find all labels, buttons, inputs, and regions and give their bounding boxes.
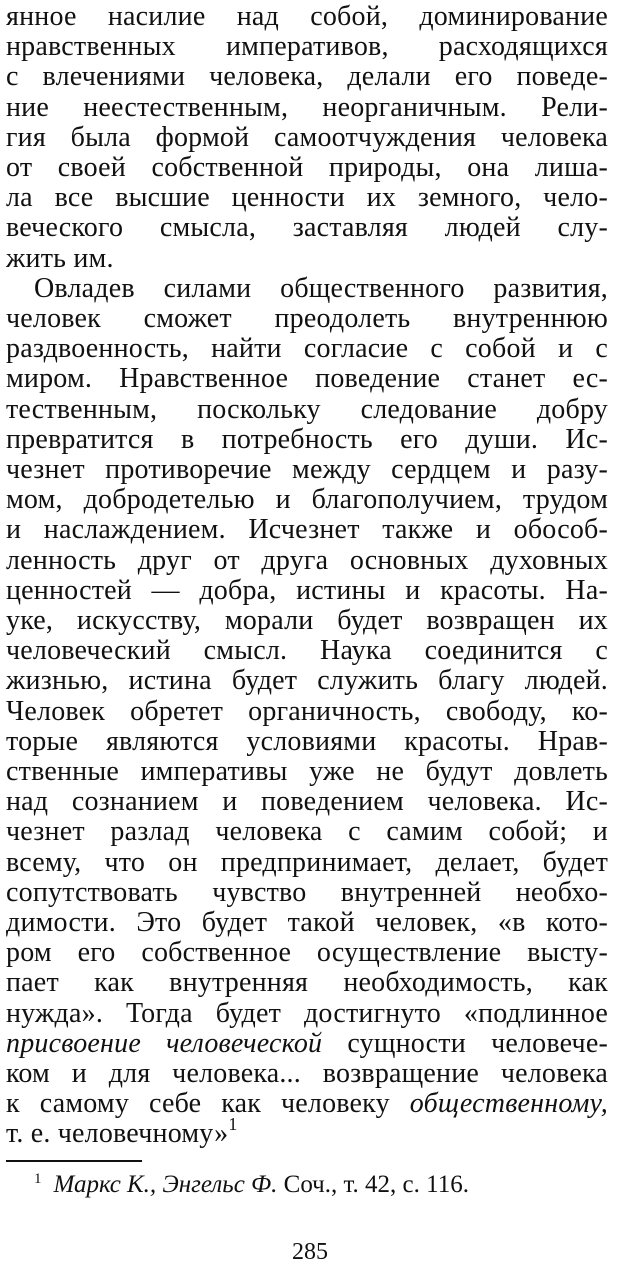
italic-phrase: общественному, [409,1088,608,1120]
text-line-last [6,1114,608,1150]
text-line: уке, искусству, морали будет возвращен их [6,605,608,636]
text-line: человек сможет преодолеть внутреннюю [6,303,608,334]
text-line-with-italic [6,1029,608,1059]
text-span: т. е. человечному» [6,1118,229,1150]
text-line: ние неестественным, неорганичным. Рели- [6,91,608,123]
text-line: ром его собственное осуществление высту- [6,937,608,969]
text-line: веческого смысла, заставляя людей слу- [6,212,608,244]
text-line: сопутствовать чувство внутренней необхо- [6,876,608,908]
text-line: гия была формой самоотчуждения человека [6,121,608,153]
italic-phrase: присвоение человеческой [6,1027,323,1059]
text-span: к самому себе как человеку [6,1088,410,1120]
footnote-authors: Маркс К., Энгельс Ф. [53,1171,278,1198]
text-line: ла все высшие ценности их земного, чело- [6,182,608,214]
text-line: от своей собственной природы, она лиша- [6,152,608,183]
text-line: торые являются условиями красоты. Нрав- [6,725,608,757]
text-line: янное насилие над собой, доминирование [6,1,608,32]
text-line: миром. Нравственное поведение станет ес- [6,363,608,395]
text-line: и наслаждением. Исчезнет также и обособ- [6,514,608,546]
text-line: раздвоенность, найти согласие с собой и с [6,333,608,365]
footnote-citation: Соч., т. 42, с. 116. [277,1171,469,1198]
text-line: ленность друг от друга основных духовных [6,544,608,576]
text-line: жизнью, истина будет служить благу людей. [6,665,608,697]
text-span: сущности человече- [322,1027,608,1059]
text-line: мом, добродетелью и благополучием, трудом [6,484,608,516]
text-line-with-italic [6,1089,608,1119]
text-line: ственные императивы уже не будут довлеть [6,756,608,787]
text-line: нравственных императивов, расходящихся [6,31,608,63]
footnote-reference: 1 [228,1114,238,1135]
page-number: 285 [292,1239,328,1265]
text-line: с влечениями человека, делали его поведе- [6,61,608,93]
text-line: жить им. [6,242,114,274]
text-line: димости. Это будет такой человек, «в кото- [6,907,608,938]
text-line: тественным, поскольку следование добру [6,393,608,425]
text-line: чезнет противоречие между сердцем и разу- [6,454,608,485]
text-line: человеческий смысл. Наука соединится с [6,635,608,667]
footnote-divider [6,1160,142,1162]
text-line: пает как внутренняя необходимость, как [6,967,608,999]
text-line: нужда». Тогда будет достигнуто «подлинное [6,997,608,1029]
text-line: чезнет разлад человека с самим собой; и [6,816,608,848]
paragraph-first-line: Овладев силами общественного развития, [34,272,608,304]
footnote-mark: 1 [34,1171,42,1187]
footnote [34,1170,469,1200]
text-line: всему, что он предпринимает, делает, будет [6,846,608,878]
text-line: Человек обретет органичность, свободу, ко- [6,695,608,727]
text-line: ценностей — добра, истины и красоты. На- [6,574,608,606]
text-line: ком и для человека... возвращение человека [6,1058,608,1089]
text-line: над сознанием и поведением человека. Ис- [6,786,608,818]
text-line: превратится в потребность его души. Ис- [6,423,608,455]
